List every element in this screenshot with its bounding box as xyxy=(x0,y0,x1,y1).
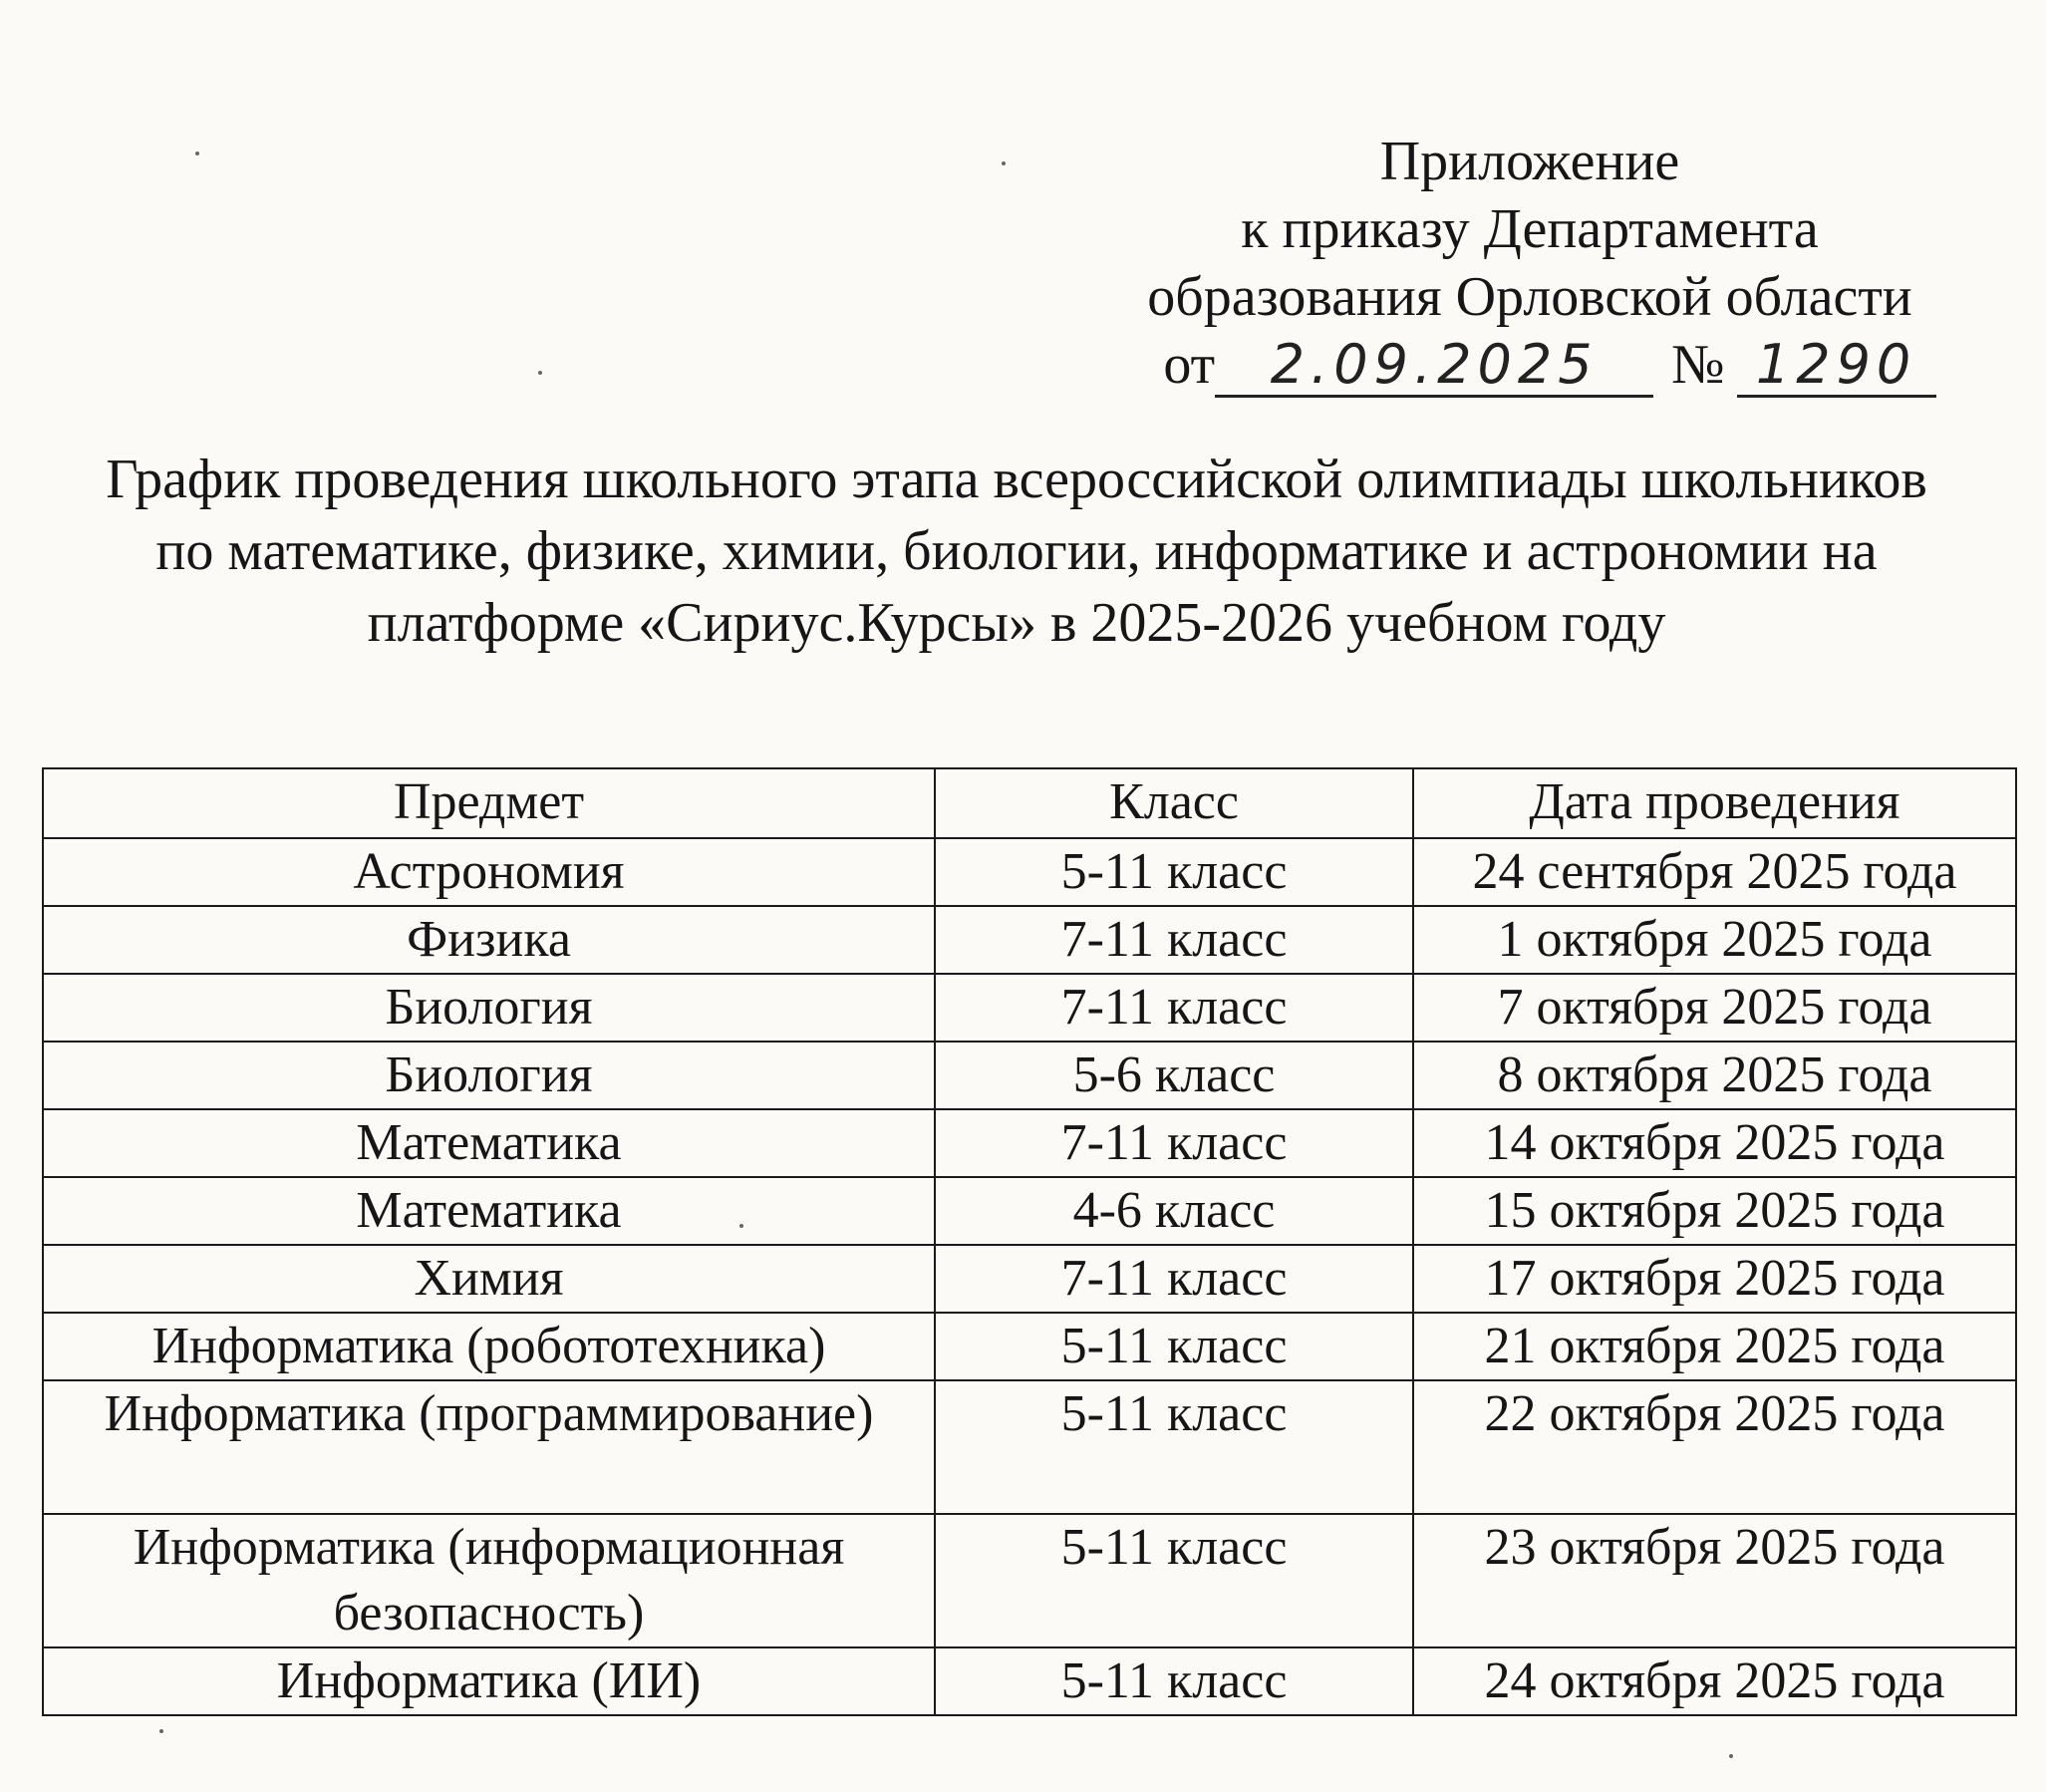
cell-subject: Информатика (информационная безопасность) xyxy=(43,1514,935,1647)
title-line-3: платформе «Сириус.Курсы» в 2025-2026 учебном году xyxy=(367,592,1666,654)
appendix-header xyxy=(1096,128,1963,399)
cell-date: 14 октября 2025 года xyxy=(1413,1109,2016,1177)
cell-subject: Информатика (робототехника) xyxy=(43,1313,935,1380)
cell-subject: Химия xyxy=(43,1245,935,1313)
cell-grade: 7-11 класс xyxy=(935,974,1413,1042)
appendix-order-line xyxy=(1096,331,1963,399)
cell-date: 15 октября 2025 года xyxy=(1413,1177,2016,1245)
table-header-row xyxy=(43,768,2016,838)
cell-subject: Информатика (ИИ) xyxy=(43,1647,935,1715)
header-subject: Предмет xyxy=(43,768,935,838)
title-line-1: График проведения школьного этапа всероссийской олимпиады школьников xyxy=(106,448,1927,510)
appendix-title: Приложение xyxy=(1379,131,1680,192)
appendix-department: образования Орловской области xyxy=(1147,266,1912,328)
cell-grade: 5-11 класс xyxy=(935,1514,1413,1647)
from-label: от xyxy=(1163,334,1216,396)
header-grade: Класс xyxy=(935,768,1413,838)
scan-speck xyxy=(538,371,542,375)
table-row xyxy=(43,1380,2016,1514)
cell-subject: Математика xyxy=(43,1109,935,1177)
appendix-order-reference: к приказу Департамента xyxy=(1241,198,1819,260)
scan-speck xyxy=(739,1224,743,1228)
cell-date: 17 октября 2025 года xyxy=(1413,1245,2016,1313)
scan-speck xyxy=(195,151,199,155)
table-row xyxy=(43,1177,2016,1245)
cell-subject: Физика xyxy=(43,906,935,974)
table-row xyxy=(43,1647,2016,1715)
cell-grade: 7-11 класс xyxy=(935,1109,1413,1177)
schedule-table xyxy=(42,767,2017,1716)
cell-date: 7 октября 2025 года xyxy=(1413,974,2016,1042)
cell-date: 22 октября 2025 года xyxy=(1413,1380,2016,1514)
scan-speck xyxy=(159,1729,163,1733)
table-row xyxy=(43,1313,2016,1380)
cell-subject: Информатика (программирование) xyxy=(43,1380,935,1514)
cell-grade: 5-11 класс xyxy=(935,1313,1413,1380)
table-row xyxy=(43,1245,2016,1313)
cell-subject: Биология xyxy=(43,974,935,1042)
document-title xyxy=(40,444,1993,659)
table-row xyxy=(43,838,2016,906)
header-date: Дата проведения xyxy=(1413,768,2016,838)
cell-date: 23 октября 2025 года xyxy=(1413,1514,2016,1647)
cell-date: 1 октября 2025 года xyxy=(1413,906,2016,974)
table-row xyxy=(43,906,2016,974)
table-row xyxy=(43,974,2016,1042)
cell-date: 21 октября 2025 года xyxy=(1413,1313,2016,1380)
handwritten-date: 2.09.2025 xyxy=(1215,335,1653,398)
cell-grade: 5-6 класс xyxy=(935,1042,1413,1109)
cell-date: 8 октября 2025 года xyxy=(1413,1042,2016,1109)
title-line-2: по математике, физике, химии, биологии, информатике и астрономии на xyxy=(155,520,1878,582)
handwritten-number: 1290 xyxy=(1737,335,1936,398)
scan-speck xyxy=(1729,1754,1733,1758)
cell-subject: Биология xyxy=(43,1042,935,1109)
cell-subject: Математика xyxy=(43,1177,935,1245)
table-row xyxy=(43,1514,2016,1647)
cell-grade: 7-11 класс xyxy=(935,1245,1413,1313)
table-row xyxy=(43,1109,2016,1177)
number-sign: № xyxy=(1671,334,1725,396)
cell-grade: 7-11 класс xyxy=(935,906,1413,974)
cell-grade: 5-11 класс xyxy=(935,838,1413,906)
table-row xyxy=(43,1042,2016,1109)
cell-grade: 5-11 класс xyxy=(935,1647,1413,1715)
cell-date: 24 сентября 2025 года xyxy=(1413,838,2016,906)
cell-subject: Астрономия xyxy=(43,838,935,906)
cell-date: 24 октября 2025 года xyxy=(1413,1647,2016,1715)
cell-grade: 5-11 класс xyxy=(935,1380,1413,1514)
scan-speck xyxy=(1002,161,1006,165)
cell-grade: 4-6 класс xyxy=(935,1177,1413,1245)
